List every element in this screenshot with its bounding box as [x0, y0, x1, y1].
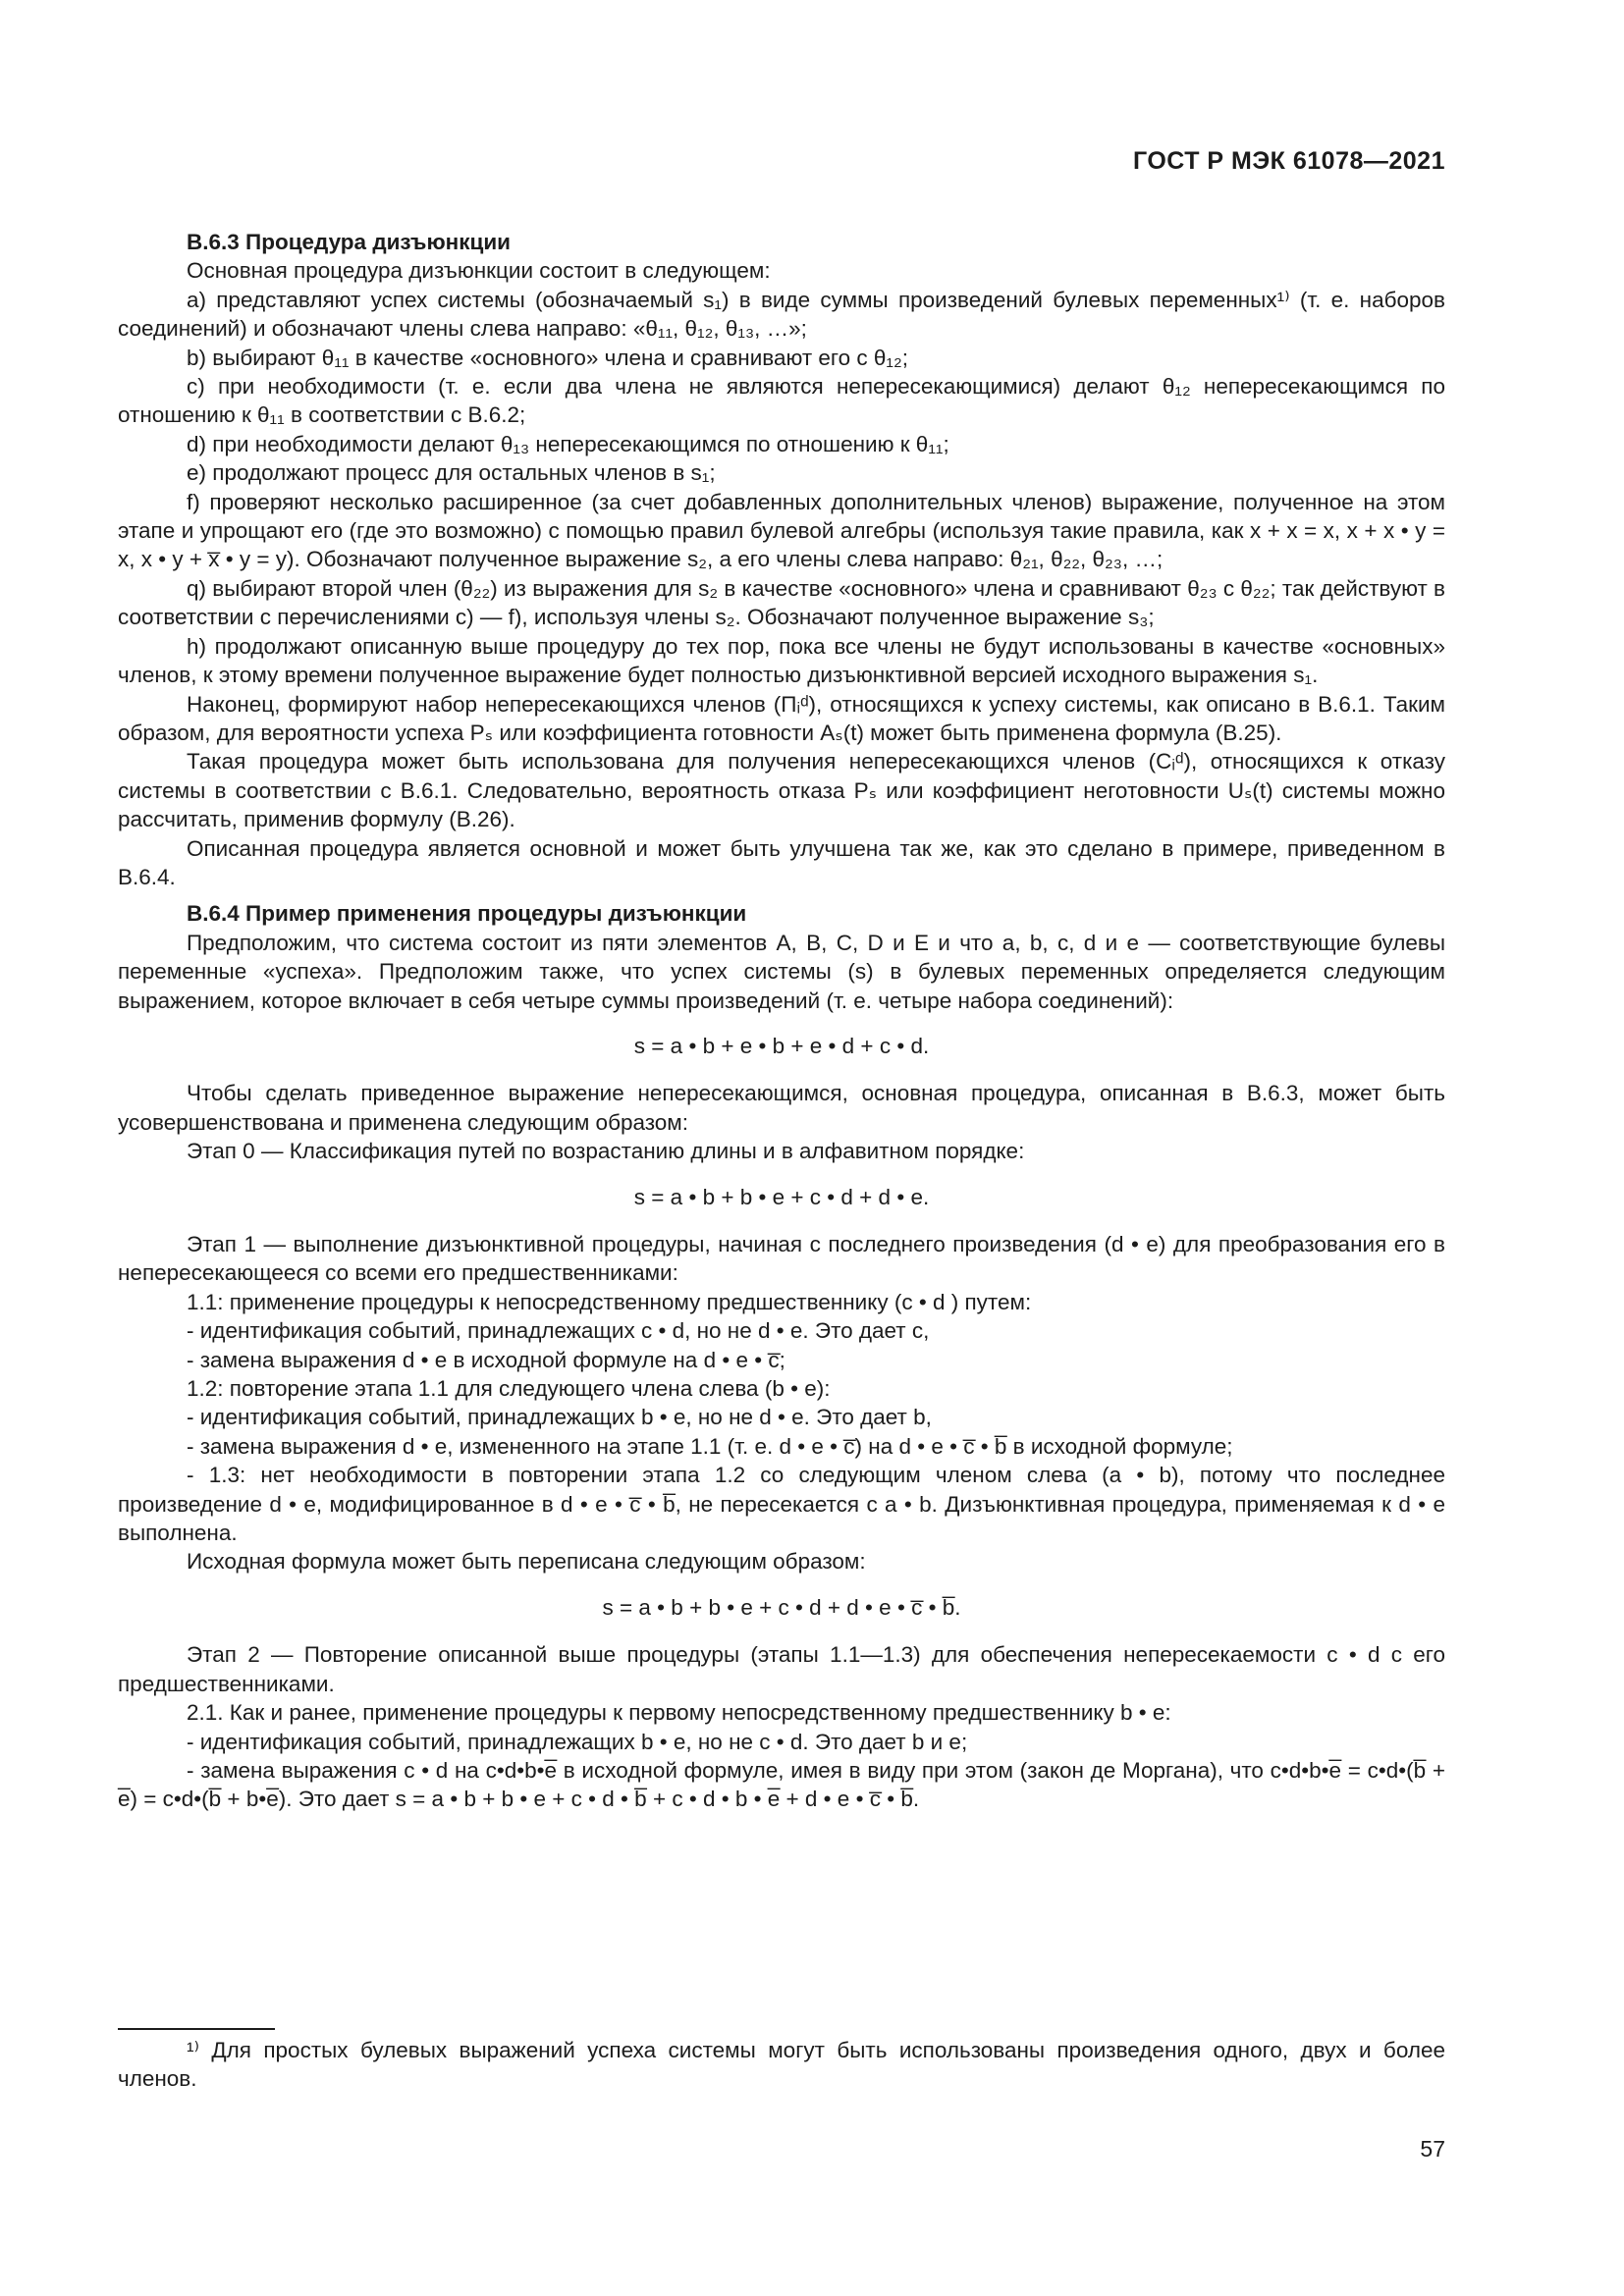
paragraph: 1.1: применение процедуры к непосредственному предшественнику (c • d ) путем:	[187, 1289, 1032, 1314]
paragraph: - 1.3: нет необходимости в повторении этапа 1.2 со следующим членом слева (a • b), потому что последнее произведение d • e, модифицированное в d • e • c̅ • b̅, не пересекается с a • b. Дизъюнктивная процедура, применяемая к d • e выполнена.	[118, 1463, 1445, 1546]
section-heading-b63: В.6.3 Процедура дизъюнкции	[187, 230, 512, 254]
paragraph: Предположим, что система состоит из пяти элементов А, В, С, D и Е и что a, b, c, d и e — соответствующие булевы переменные «успеха». Предположим также, что успех системы (s) в булевых переменных определяется следующим выражением, которое включает в себя четыре суммы произведений (т. е. четыре набора соединений):	[118, 930, 1445, 1013]
paragraph: Описанная процедура является основной и может быть улучшена так же, как это сделано в примере, приведенном в В.6.4.	[118, 835, 1445, 889]
paragraph: Исходная формула может быть переписана следующим образом:	[187, 1549, 866, 1575]
paragraph: 1.2: повторение этапа 1.1 для следующего члена слева (b • e):	[187, 1376, 831, 1402]
paragraph: b) выбирают θ₁₁ в качестве «основного» члена и сравнивают его с θ₁₂;	[187, 345, 908, 370]
paragraph: e) продолжают процесс для остальных членов в s₁;	[187, 460, 716, 486]
paragraph: Этап 2 — Повторение описанной выше процедуры (этапы 1.1—1.3) для обеспечения непересекаемости c • d с его предшественниками.	[118, 1642, 1445, 1696]
formula: s = a • b + e • b + e • d + c • d.	[633, 1033, 930, 1058]
paragraph: - идентификация событий, принадлежащих b • e, но не d • e. Это дает b,	[187, 1405, 932, 1430]
paragraph: - замена выражения d • e в исходной формуле на d • e • c̅;	[187, 1347, 785, 1372]
paragraph: - замена выражения c • d на c•d•b•e̅ в исходной формуле, имея в виду при этом (закон де Моргана), что c•d•b•e̅ = c•d•(b̅ + e̅) = c•d•(b̅ + b•e̅). Это дает s = a • b + b • e + c • d • b̅ + c • d • b • e̅ + d • e • c̅ • b̅.	[118, 1757, 1445, 1812]
paragraph: q) выбирают второй член (θ₂₂) из выражения для s₂ в качестве «основного» члена и сравнивают θ₂₃ с θ₂₂; так действуют в соответствии с перечислениями с) — f), используя члены s₂. Обозначают полученное выражение s₃;	[118, 575, 1445, 630]
paragraph: Этап 0 — Классификация путей по возрастанию длины и в алфавитном порядке:	[187, 1139, 1025, 1164]
standard-header: ГОСТ Р МЭК 61078—2021	[1132, 147, 1445, 175]
paragraph: c) при необходимости (т. е. если два члена не являются непересекающимися) делают θ₁₂ непересекающимся по отношению к θ₁₁ в соответствии с В.6.2;	[118, 374, 1445, 428]
paragraph: Чтобы сделать приведенное выражение непересекающимся, основная процедура, описанная в В.6.3, может быть усовершенствована и применена следующим образом:	[118, 1081, 1445, 1135]
paragraph: Основная процедура дизъюнкции состоит в следующем:	[187, 258, 771, 284]
footnote-divider	[118, 2028, 275, 2030]
paragraph: d) при необходимости делают θ₁₃ непересекающимся по отношению к θ₁₁;	[187, 431, 949, 456]
paragraph: Этап 1 — выполнение дизъюнктивной процедуры, начиная с последнего произведения (d • e) для преобразования его в непересекающееся со всеми его предшественниками:	[118, 1232, 1445, 1286]
paragraph: Наконец, формируют набор непересекающихся членов (Πᵢᵈ), относящихся к успеху системы, как описано в В.6.1. Таким образом, для вероятности успеха Pₛ или коэффициента готовности Aₛ(t) может быть применена формула (В.25).	[118, 691, 1445, 745]
page-content	[118, 228, 1445, 1814]
paragraph: h) продолжают описанную выше процедуру до тех пор, пока все члены не будут использованы в качестве «основных» членов, к этому времени полученное выражение будет полностью дизъюнктивной версией исходного выражения s₁.	[118, 633, 1445, 688]
page-number: 57	[1420, 2136, 1445, 2162]
footnote-text: ¹⁾ Для простых булевых выражений успеха системы могут быть использованы произведения одного, двух и более членов.	[118, 2038, 1445, 2092]
paragraph: а) представляют успех системы (обозначаемый s₁) в виде суммы произведений булевых переменных¹⁾ (т. е. наборов соединений) и обозначают члены слева направо: «θ₁₁, θ₁₂, θ₁₃, …»;	[118, 287, 1445, 342]
paragraph: - идентификация событий, принадлежащих c • d, но не d • e. Это дает c,	[187, 1318, 930, 1344]
paragraph: - замена выражения d • e, измененного на этапе 1.1 (т. е. d • e • c̅) на d • e • c̅ • b̅ в исходной формуле;	[187, 1433, 1233, 1459]
paragraph: f) проверяют несколько расширенное (за счет добавленных дополнительных членов) выражение, полученное на этом этапе и упрощают его (где это возможно) с помощью правил булевой алгебры (используя такие правила, как x + x = x, x + x • y = x, x • y + x̅ • y = y). Обозначают полученное выражение s₂, а его члены слева направо: θ₂₁, θ₂₂, θ₂₃, …;	[118, 489, 1445, 572]
section-heading-b64: В.6.4 Пример применения процедуры дизъюнкции	[187, 901, 747, 927]
footnote	[118, 2036, 1445, 2094]
paragraph: 2.1. Как и ранее, применение процедуры к первому непосредственному предшественнику b • e:	[187, 1700, 1171, 1726]
formula: s = a • b + b • e + c • d + d • e • c̅ • b̅.	[602, 1594, 961, 1620]
formula: s = a • b + b • e + c • d + d • e.	[633, 1184, 930, 1209]
paragraph: - идентификация событий, принадлежащих b • e, но не c • d. Это дает b и e;	[187, 1729, 968, 1754]
paragraph: Такая процедура может быть использована для получения непересекающихся членов (Cᵢᵈ), относящихся к отказу системы в соответствии с В.6.1. Следовательно, вероятность отказа Pₛ или коэффициент неготовности Uₛ(t) системы можно рассчитать, применив формулу (В.26).	[118, 749, 1445, 832]
